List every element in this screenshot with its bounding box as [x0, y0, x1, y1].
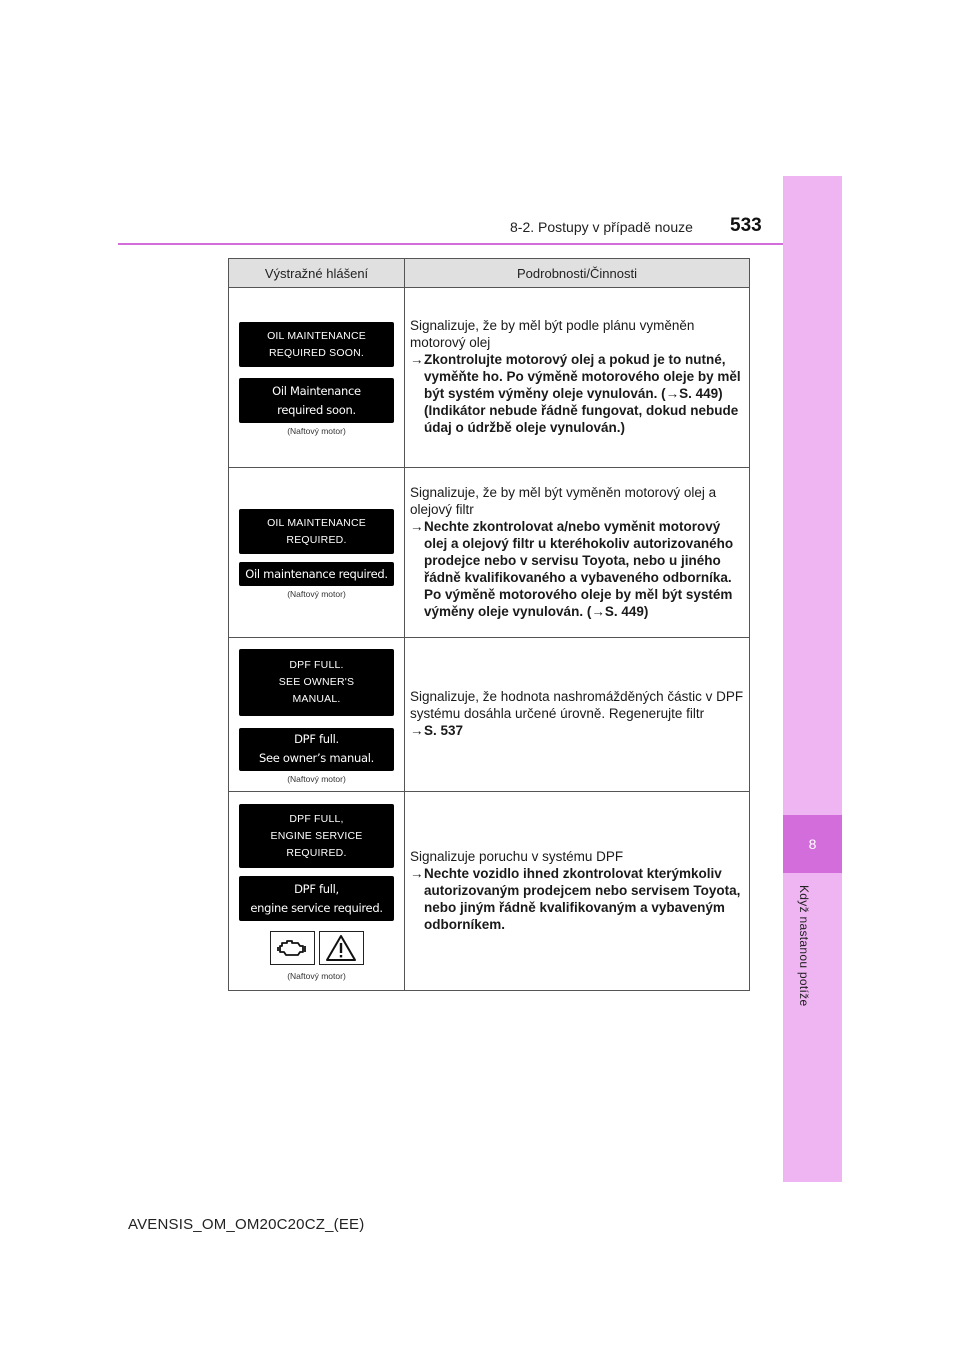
display-line: OIL MAINTENANCE: [267, 329, 366, 342]
display-line: Oil Maintenance: [272, 383, 361, 398]
display-line: OIL MAINTENANCE: [267, 516, 366, 529]
warning-display-cell: [229, 288, 405, 468]
engine-caption: (Naftový motor): [287, 971, 346, 981]
table-header-row: [229, 259, 750, 288]
details-cell: [405, 638, 750, 792]
chapter-side-tab: [783, 176, 842, 1182]
column-header-warning: Výstražné hlášení: [229, 259, 405, 288]
display-line: DPF FULL.: [289, 658, 344, 671]
arrow-icon: →: [410, 518, 424, 534]
action-item: [410, 518, 745, 620]
display-message-caps: [239, 649, 394, 716]
header-rule: [118, 243, 783, 245]
display-line: DPF full,: [294, 881, 339, 896]
action-text: Nechte zkontrolovat a/nebo vyměnit motorový olej a olejový filtr u kteréhokoliv autorizovaného prodejce nebo v servisu Toyota, nebo u jiného řádně kvalifikovaného a vybaveného odborníka. Po výměně motorového oleje by měl být systém výměny oleje vynulován. (→S. 449): [424, 518, 734, 619]
display-message-mixed: [239, 728, 394, 771]
section-title: 8-2. Postupy v případě nouze: [510, 219, 693, 235]
table-row: [229, 468, 750, 638]
engine-caption: (Naftový motor): [287, 589, 346, 599]
display-line: engine service required.: [250, 900, 383, 915]
table-row: [229, 288, 750, 468]
display-line: REQUIRED.: [286, 533, 347, 546]
engine-check-icon: [270, 931, 315, 965]
action-item: [410, 722, 745, 739]
display-line: REQUIRED.: [286, 846, 347, 859]
action-item: [410, 865, 745, 933]
display-message-mixed: [239, 876, 394, 921]
chapter-number-box: [783, 815, 842, 873]
warning-display-cell: [229, 792, 405, 991]
description-text: Signalizuje poruchu v systému DPF: [410, 848, 624, 864]
display-line: See owner’s manual.: [259, 751, 374, 765]
arrow-icon: →: [410, 723, 424, 738]
action-text: Nechte vozidlo ihned zkontrolovat kterýmkoliv autorizovaným prodejcem nebo servisem Toyota, nebo jiným řádně kvalifikovaným a vybaveným odborníkem.: [424, 865, 741, 932]
document-code: AVENSIS_OM_OM20C20CZ_(EE): [128, 1216, 365, 1233]
display-line: MANUAL.: [292, 692, 341, 705]
display-line: SEE OWNER'S: [278, 675, 355, 688]
table-row: [229, 792, 750, 991]
warning-display-cell: [229, 638, 405, 792]
display-line: REQUIRED SOON.: [269, 346, 364, 359]
warning-message-table: [228, 258, 750, 991]
description-text: Signalizuje, že hodnota nashromážděných částic v DPF systému dosáhla určené úrovně. Regenerujte filtr: [410, 689, 744, 721]
page-number: 533: [730, 215, 762, 236]
engine-caption: (Naftový motor): [287, 773, 346, 784]
display-line: DPF full.: [294, 732, 339, 746]
action-text: Zkontrolujte motorový olej a pokud je to nutné, vyměňte ho. Po výměně motorového oleje by měl být systém výměny oleje vynulován. (→S. 449) (Indikátor nebude řádně fungovat, dokud nebude údaj o údržbě oleje vynulován.): [424, 352, 741, 435]
display-message-caps: [239, 322, 394, 367]
display-message-caps: [239, 804, 394, 868]
arrow-icon: →: [410, 865, 424, 881]
display-line: Oil maintenance required.: [245, 566, 388, 581]
display-message-mixed: [239, 562, 394, 586]
table-row: [229, 638, 750, 792]
column-header-details: Podrobnosti/Činnosti: [405, 259, 750, 288]
warning-lights: [229, 931, 404, 965]
description-text: Signalizuje, že by měl být vyměněn motorový olej a olejový filtr: [410, 484, 717, 517]
description-text: Signalizuje, že by měl být podle plánu vyměněn motorový olej: [410, 318, 695, 350]
chapter-number: 8: [808, 836, 817, 852]
chapter-label: Když nastanou potíže: [797, 885, 811, 1007]
display-line: required soon.: [277, 402, 356, 417]
warning-display-cell: [229, 468, 405, 638]
details-cell: [405, 468, 750, 638]
engine-caption: (Naftový motor): [287, 426, 346, 436]
display-message-caps: [239, 509, 394, 554]
display-line: DPF FULL,: [289, 812, 344, 825]
display-message-mixed: [239, 378, 394, 423]
warning-triangle-icon: [319, 931, 364, 965]
details-cell: [405, 792, 750, 991]
action-text: S. 537: [424, 723, 464, 738]
details-cell: [405, 288, 750, 468]
display-line: ENGINE SERVICE: [270, 829, 363, 842]
arrow-icon: →: [410, 352, 424, 367]
action-item: [410, 351, 745, 436]
